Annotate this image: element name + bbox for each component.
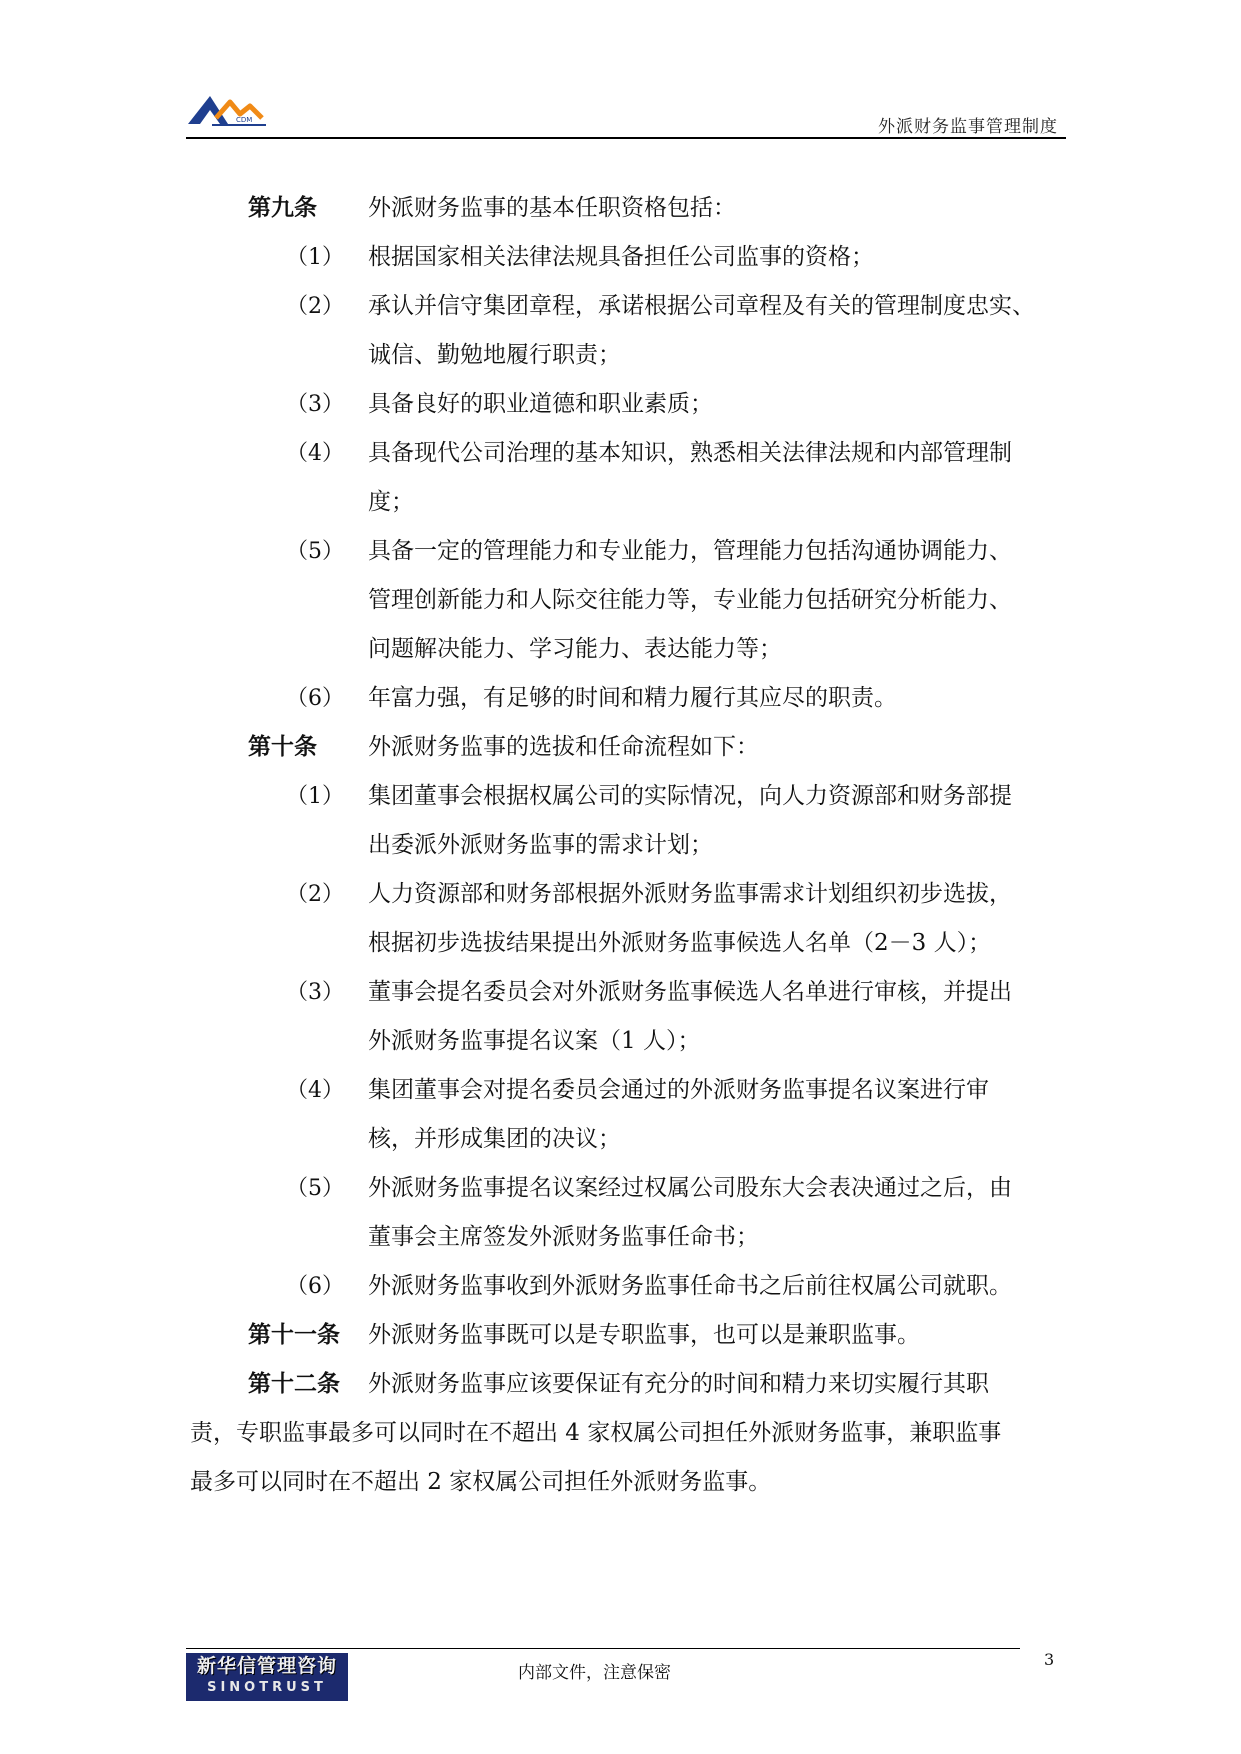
article-heading bbox=[186, 1311, 1066, 1360]
list-item-number: （1） bbox=[286, 784, 344, 809]
article-label: 第十一条 bbox=[248, 1322, 340, 1348]
logo-en-text: SINOTRUST bbox=[207, 1680, 327, 1695]
list-item-continuation bbox=[186, 821, 1066, 870]
list-item-number: （3） bbox=[286, 392, 344, 417]
list-item-text: 具备良好的职业道德和职业素质； bbox=[368, 391, 713, 417]
header-divider bbox=[186, 137, 1066, 139]
list-item-text: 具备现代公司治理的基本知识，熟悉相关法律法规和内部管理制 bbox=[368, 440, 1012, 466]
cdm-logo-icon bbox=[186, 88, 270, 128]
list-item-text: 承认并信守集团章程，承诺根据公司章程及有关的管理制度忠实、 bbox=[368, 293, 1035, 319]
list-item bbox=[186, 380, 1066, 429]
list-item bbox=[186, 1164, 1066, 1213]
article-heading bbox=[186, 723, 1066, 772]
confidential-notice: 内部文件，注意保密 bbox=[518, 1663, 671, 1683]
list-item-number: （2） bbox=[286, 294, 344, 319]
logo-cn-text: 新华信管理咨询 bbox=[196, 1655, 337, 1677]
list-item bbox=[186, 772, 1066, 821]
page-number: 3 bbox=[1044, 1650, 1055, 1669]
article-heading bbox=[186, 184, 1066, 233]
list-item-text: 度； bbox=[368, 489, 414, 515]
article-label: 第九条 bbox=[248, 195, 317, 221]
list-item-number: （5） bbox=[286, 539, 344, 564]
list-item-number: （4） bbox=[286, 1078, 344, 1103]
list-item-number: （6） bbox=[286, 1274, 344, 1299]
list-item-number: （5） bbox=[286, 1176, 344, 1201]
article-continuation-text: 最多可以同时在不超出 2 家权属公司担任外派财务监事。 bbox=[190, 1469, 772, 1495]
list-item-continuation bbox=[186, 331, 1066, 380]
list-item-text: 核，并形成集团的决议； bbox=[368, 1126, 621, 1152]
document-body bbox=[186, 184, 1066, 1507]
list-item-text: 具备一定的管理能力和专业能力，管理能力包括沟通协调能力、 bbox=[368, 538, 1012, 564]
list-item-text: 集团董事会对提名委员会通过的外派财务监事提名议案进行审 bbox=[368, 1077, 989, 1103]
article-text: 外派财务监事应该要保证有充分的时间和精力来切实履行其职 bbox=[368, 1371, 989, 1397]
article-heading bbox=[186, 1360, 1066, 1409]
list-item bbox=[186, 233, 1066, 282]
article-continuation-text: 责，专职监事最多可以同时在不超出 4 家权属公司担任外派财务监事，兼职监事 bbox=[190, 1420, 1002, 1446]
list-item-text: 集团董事会根据权属公司的实际情况，向人力资源部和财务部提 bbox=[368, 783, 1012, 809]
sinotrust-logo bbox=[186, 1653, 348, 1701]
list-item-continuation bbox=[186, 1017, 1066, 1066]
article-text: 外派财务监事的选拔和任命流程如下： bbox=[368, 734, 759, 760]
logo-text: CDM bbox=[236, 116, 253, 124]
list-item-text: 诚信、勤勉地履行职责； bbox=[368, 342, 621, 368]
article-continuation-line bbox=[186, 1458, 1066, 1507]
list-item bbox=[186, 870, 1066, 919]
list-item bbox=[186, 282, 1066, 331]
list-item-text: 外派财务监事收到外派财务监事任命书之后前往权属公司就职。 bbox=[368, 1273, 1012, 1299]
list-item-continuation bbox=[186, 576, 1066, 625]
list-item bbox=[186, 674, 1066, 723]
list-item bbox=[186, 429, 1066, 478]
list-item-number: （3） bbox=[286, 980, 344, 1005]
list-item bbox=[186, 968, 1066, 1017]
article-label: 第十条 bbox=[248, 734, 317, 760]
list-item-number: （4） bbox=[286, 441, 344, 466]
list-item-number: （1） bbox=[286, 245, 344, 270]
list-item-continuation bbox=[186, 919, 1066, 968]
list-item bbox=[186, 1262, 1066, 1311]
list-item bbox=[186, 1066, 1066, 1115]
footer-divider bbox=[186, 1648, 1020, 1649]
article-label: 第十二条 bbox=[248, 1371, 340, 1397]
list-item-text: 根据初步选拔结果提出外派财务监事候选人名单（2－3 人）； bbox=[368, 930, 992, 956]
list-item-text: 出委派外派财务监事的需求计划； bbox=[368, 832, 713, 858]
page-footer bbox=[186, 1642, 1066, 1702]
list-item-number: （6） bbox=[286, 686, 344, 711]
list-item bbox=[186, 527, 1066, 576]
list-item-continuation bbox=[186, 1213, 1066, 1262]
list-item-text: 董事会主席签发外派财务监事任命书； bbox=[368, 1224, 759, 1250]
list-item-continuation bbox=[186, 1115, 1066, 1164]
list-item-text: 外派财务监事提名议案经过权属公司股东大会表决通过之后，由 bbox=[368, 1175, 1012, 1201]
list-item-text: 人力资源部和财务部根据外派财务监事需求计划组织初步选拔， bbox=[368, 881, 1012, 907]
list-item-text: 董事会提名委员会对外派财务监事候选人名单进行审核，并提出 bbox=[368, 979, 1012, 1005]
list-item-continuation bbox=[186, 478, 1066, 527]
document-title: 外派财务监事管理制度 bbox=[878, 117, 1058, 137]
list-item-text: 外派财务监事提名议案（1 人）； bbox=[368, 1028, 701, 1054]
article-text: 外派财务监事既可以是专职监事，也可以是兼职监事。 bbox=[368, 1322, 920, 1348]
article-continuation-line bbox=[186, 1409, 1066, 1458]
list-item-text: 管理创新能力和人际交往能力等，专业能力包括研究分析能力、 bbox=[368, 587, 1012, 613]
list-item-text: 根据国家相关法律法规具备担任公司监事的资格； bbox=[368, 244, 874, 270]
list-item-number: （2） bbox=[286, 882, 344, 907]
list-item-text: 问题解决能力、学习能力、表达能力等； bbox=[368, 636, 782, 662]
page-header bbox=[186, 84, 1066, 140]
list-item-text: 年富力强，有足够的时间和精力履行其应尽的职责。 bbox=[368, 685, 897, 711]
list-item-continuation bbox=[186, 625, 1066, 674]
article-text: 外派财务监事的基本任职资格包括： bbox=[368, 195, 736, 221]
